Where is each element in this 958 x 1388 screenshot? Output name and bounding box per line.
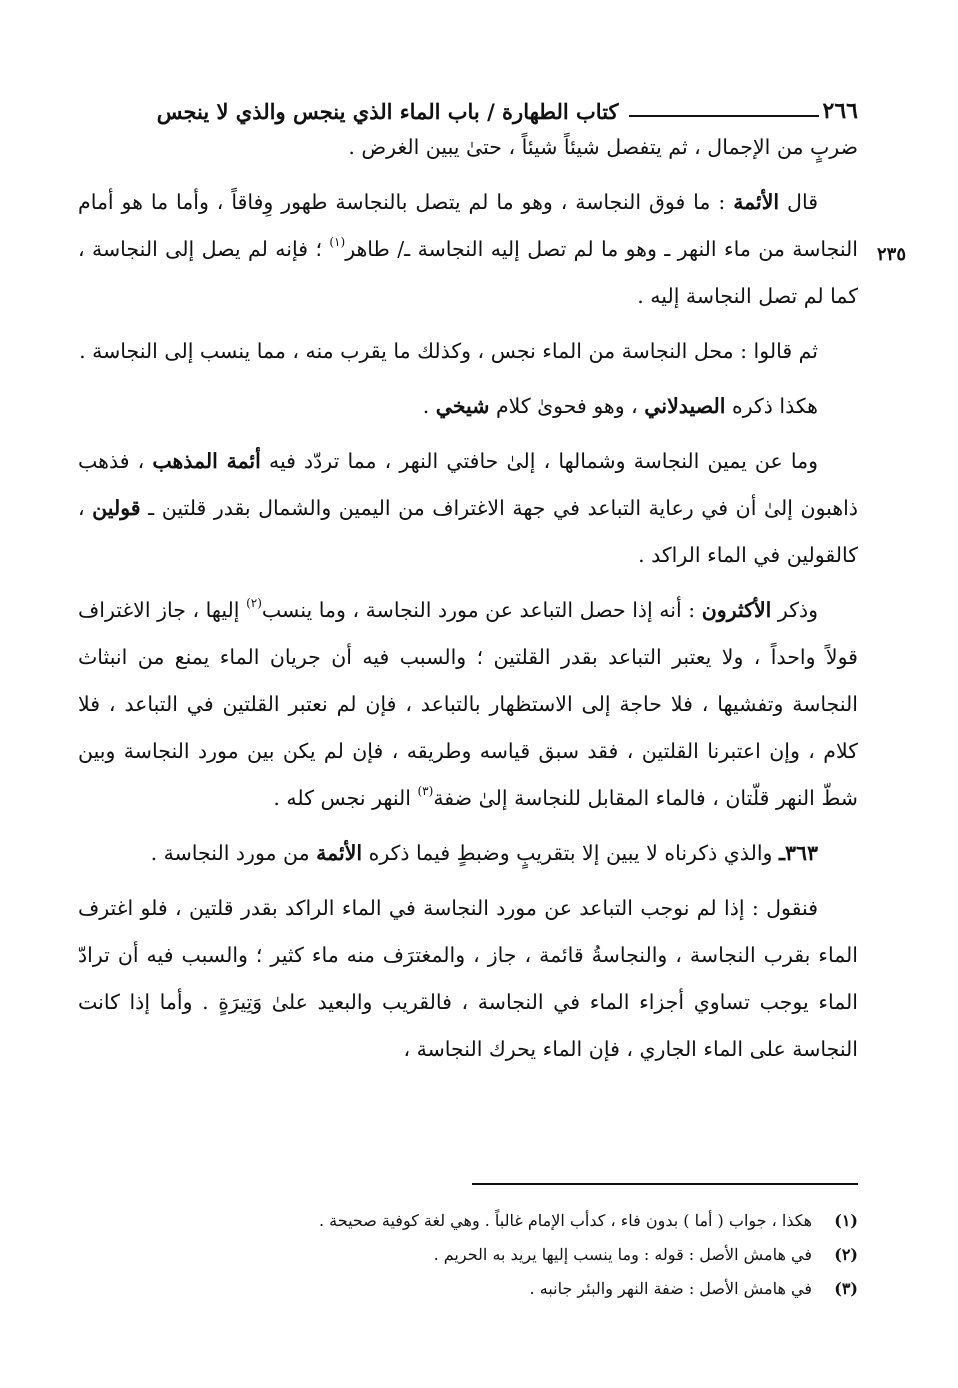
text-run: قال: [779, 190, 818, 214]
paragraph-3: [78, 328, 858, 375]
paragraph-7: [78, 830, 858, 877]
footnote-number: (٢): [834, 1245, 858, 1264]
footnotes: [160, 1204, 858, 1306]
book-page: [78, 78, 906, 1073]
paragraph-8-text: فنقول : إذا لم نوجب التباعد عن مورد النجاسة في الماء الراكد بقدر قلتين ، فلو اغترف الماء بقرب النجاسة ، والنجاسةُ قائمة ، جاز ، والمغترَف منه ماء كثير ؛ والسبب فيه أن ترادّ الماء يوجب تساوي أجزاء الماء في النجاسة ، فالقريب والبعيد علىٰ وَتِيرَةٍ . وأما إذا كانت النجاسة على الماء الجاري ، فإن الماء يحرك النجاسة ،: [78, 896, 858, 1061]
paragraph-1: [78, 124, 858, 171]
paragraph-5: [78, 438, 858, 579]
footnote-text: هكذا ، جواب ( أما ) بدون فاء ، كدأب الإمام غالباً . وهي لغة كوفية صحيحة .: [318, 1211, 812, 1230]
paragraph-1-text: ضربٍ من الإجمال ، ثم يتفصل شيئاً شيئاً ، حتىٰ يبين الغرض .: [348, 135, 858, 159]
footnote-text: في هامش الأصل : قوله : وما ينسب إليها يريد به الحريم .: [433, 1245, 812, 1264]
bold-term: الأئمة: [316, 841, 363, 865]
text-run: : أنه إذا حصل التباعد عن مورد النجاسة ، وما ينسب: [261, 598, 702, 622]
bold-term: قولين: [92, 496, 141, 520]
footnote-ref-3[interactable]: (٣): [417, 784, 434, 799]
footnote-1: [160, 1204, 858, 1238]
footnote-separator: [472, 1183, 858, 1185]
text-run: ، كالقولين في الماء الراكد .: [78, 496, 858, 567]
bold-term: الأكثرون: [701, 598, 772, 622]
footnote-number: (١): [834, 1211, 858, 1230]
text-run: : ما فوق النجاسة ، وهو ما لم يتصل بالنجاسة طهور وِفاقاً ، وأما ما هو أمام النجاسة من ماء النهر ـ وهو ما لم تصل إليه النجاسة ـ/ طاهر: [78, 190, 858, 261]
running-title: كتاب الطهارة / باب الماء الذي ينجس والذي لا ينجس: [156, 98, 619, 124]
text-run: من مورد النجاسة .: [150, 841, 317, 865]
paragraph-4: [78, 383, 858, 430]
text-run: إليها ، جاز الاغتراف قولاً واحداً ، ولا يعتبر التباعد بقدر القلتين ؛ والسبب فيه أن جريان الماء يمنع من انبثاث النجاسة وتفشيها ، فلا حاجة إلى الاستظهار بالتباعد ، فإن لم نعتبر القلتين في التباعد ، فلا كلام ، وإن اعتبرنا القلتين ، فقد سبق قياسه وطريقه ، فإن لم يكن بين مورد النجاسة وبين شطّ النهر قلّتان ، فالماء المقابل للنجاسة إلىٰ ضفة: [78, 598, 858, 810]
text-run: والذي ذكرناه لا يبين إلا بتقريبٍ وضبطٍ فيما ذكره: [362, 841, 779, 865]
footnote-ref-1[interactable]: (١): [329, 235, 346, 250]
body-text: [78, 124, 858, 1073]
paragraph-6: [78, 587, 858, 822]
text-run: النهر نجس كله .: [273, 786, 418, 810]
footnote-2: [160, 1238, 858, 1272]
section-number: ٣٦٣ـ: [778, 841, 818, 865]
bold-term: الصيدلاني: [644, 394, 726, 418]
page-number: ٢٦٦: [822, 97, 858, 124]
text-run: ، فذهب ذاهبون إلىٰ أن في رعاية التباعد في جهة الاغتراف من اليمين والشمال بقدر قلتين ـ: [78, 449, 858, 520]
paragraph-2: [78, 179, 858, 320]
paragraph-8: [78, 885, 858, 1073]
text-run: ؛ فإنه لم يصل إلى النجاسة ، كما لم تصل النجاسة إليه .: [78, 237, 858, 308]
footnote-number: (٣): [834, 1279, 858, 1298]
paragraph-3-text: ثم قالوا : محل النجاسة من الماء نجس ، وكذلك ما يقرب منه ، مما ينسب إلى النجاسة .: [79, 339, 818, 363]
text-run: هكذا ذكره: [725, 394, 818, 418]
footnote-text: في هامش الأصل : ضفة النهر والبئر جانبه .: [529, 1279, 812, 1298]
bold-term: أئمة المذهب: [152, 449, 261, 473]
page-header: [78, 78, 858, 124]
text-run: وذكر: [771, 598, 819, 622]
header-rule: [629, 115, 819, 117]
footnote-ref-2[interactable]: (٢): [246, 596, 262, 611]
bold-term: شيخي: [435, 394, 490, 418]
text-run: ، وهو فحوىٰ كلام: [489, 394, 645, 418]
text-run: وما عن يمين النجاسة وشمالها ، إلىٰ حافتي النهر ، مما تردّد فيه: [260, 449, 819, 473]
footnote-3: [160, 1272, 858, 1306]
bold-term: الأئمة: [733, 190, 780, 214]
text-run: .: [422, 394, 436, 418]
margin-manuscript-number: ٢٣٥: [876, 244, 906, 265]
